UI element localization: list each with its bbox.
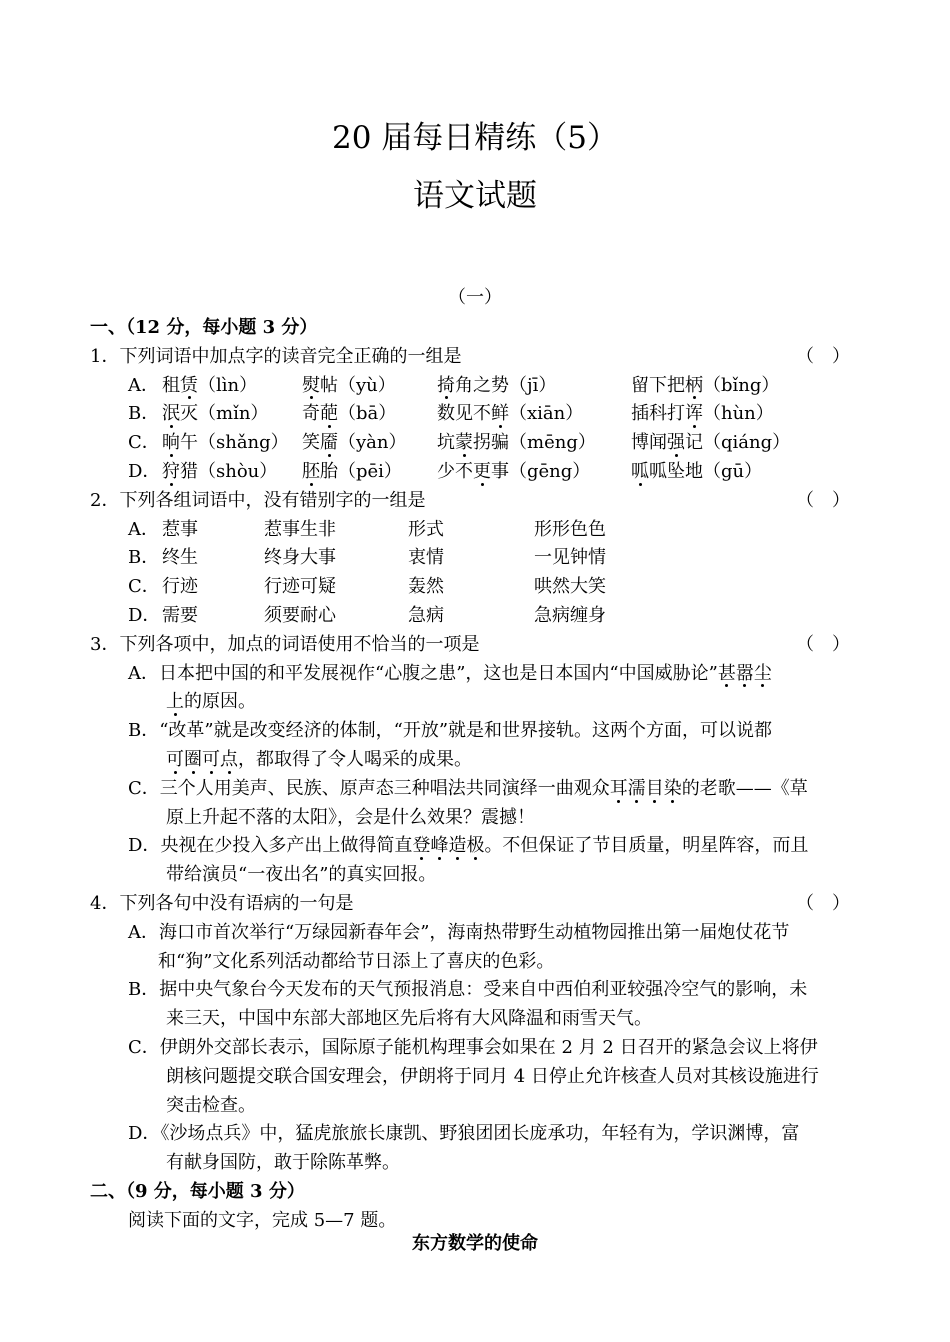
- option-text: 和“狗”文化系列活动都给节日添上了喜庆的色彩。: [158, 950, 555, 972]
- q4-option-a: [90, 919, 862, 948]
- dotted-phrase: [166, 749, 238, 770]
- q3-option-d-cont: [90, 861, 862, 890]
- q2-a-word1: 惹事: [162, 518, 198, 540]
- emphasis-char: 峰: [430, 832, 448, 861]
- q1-d-item2: 胚胎（pēi）: [302, 458, 402, 487]
- emphasis-char: 濡: [628, 775, 646, 804]
- q2-answer-bracket: （ ）: [796, 489, 850, 511]
- option-text: “改革”就是改变经济的体制，“开放”就是和世界接轨。这两个方面，可以说都: [159, 720, 773, 742]
- q3-option-a: [90, 660, 862, 689]
- part-heading: （一）: [448, 287, 502, 308]
- option-text: 海口市首次举行“万绿园新春年会”，海南热带野生动植物园推出第一届炮仗花节: [159, 921, 790, 943]
- q1-d-item4: 呱呱坠地（gū）: [631, 458, 762, 487]
- q3-option-b-cont: [90, 746, 862, 775]
- option-text: ，都取得了令人喝采的成果。: [238, 748, 472, 770]
- q2-b-word1: 终生: [162, 547, 198, 569]
- option-text: 突击检查。: [166, 1094, 256, 1116]
- option-text: 的老歌——《草: [681, 777, 808, 799]
- option-label: C．: [128, 777, 160, 799]
- q1-option-a: [90, 372, 862, 401]
- emphasis-char: 甚: [718, 660, 736, 689]
- q4-option-c-cont: [90, 1063, 862, 1092]
- option-text: 原上升起不落的太阳》，会是什么效果？震撼！: [166, 806, 535, 828]
- option-text: 《沙场点兵》中，猛虎旅旅长康凯、野狼团团长庞承功，年轻有为，学识渊博，富: [160, 1123, 800, 1145]
- emphasis-char: 可: [202, 746, 220, 775]
- option-text: 的原因。: [184, 691, 256, 713]
- option-label: D．: [128, 604, 161, 626]
- exam-subtitle: 语文试题: [413, 178, 537, 214]
- article-title: 东方数学的使命: [412, 1233, 538, 1254]
- q2-c-word1: 行迹: [162, 576, 198, 598]
- q1-c-item2: 笑靥（yàn）: [302, 429, 407, 458]
- q2-b-word2: 终身大事: [264, 547, 336, 569]
- option-text: 伊朗外交部长表示，国际原子能机构理事会如果在 2 月 2 日召开的紧急会议上将伊: [159, 1036, 818, 1058]
- q3-option-c: [90, 775, 862, 804]
- q2-stem: 2．下列各组词语中，没有错别字的一组是: [90, 489, 426, 511]
- q2-d-word1: 需要: [162, 604, 198, 626]
- q1-a-item1: 租赁（lìn）: [162, 372, 257, 401]
- option-text: 来三天，中国中东部大部地区先后将有大风降温和雨雪天气。: [166, 1008, 652, 1030]
- q2-option-a: [90, 516, 862, 545]
- q4-option-b-cont: [90, 1005, 862, 1034]
- option-text: 日本把中国的和平发展视作“心腹之患”，这也是日本国内“中国威胁论”: [159, 662, 718, 684]
- option-label: B．: [128, 720, 160, 742]
- option-label: A．: [128, 662, 159, 684]
- option-label: B．: [128, 547, 160, 569]
- dotted-phrase: [166, 691, 184, 712]
- q1-option-c: [90, 429, 862, 458]
- q2-b-word3: 衷情: [408, 547, 444, 569]
- q2-c-word4: 哄然大笑: [534, 576, 606, 598]
- q3-option-d: [90, 832, 862, 861]
- question-flow: [90, 314, 862, 1236]
- q3-option-a-cont: [90, 688, 862, 717]
- option-label: C．: [128, 576, 160, 598]
- q1-a-item3: 掎角之势（jī）: [437, 372, 556, 401]
- q2-c-word3: 轰然: [408, 576, 444, 598]
- q2-d-word4: 急病缠身: [534, 604, 606, 626]
- q1-c-item1: 晌午（shǎng）: [162, 429, 289, 458]
- dotted-phrase: [610, 778, 682, 799]
- q3-option-c-cont: [90, 804, 862, 833]
- q1-b-item1: 泯灭（mǐn）: [162, 400, 268, 429]
- q1-d-item1: 狩猎（shòu）: [162, 458, 277, 487]
- option-text: 有献身国防，敢于除陈革弊。: [166, 1152, 400, 1174]
- q1-stem: 1．下列词语中加点字的读音完全正确的一组是: [90, 345, 462, 367]
- emphasis-char: 染: [664, 775, 682, 804]
- section1-header: 一、（12 分，每小题 3 分）: [90, 317, 318, 338]
- option-label: C．: [128, 432, 160, 454]
- q3-stem: 3．下列各项中，加点的词语使用不恰当的一项是: [90, 633, 480, 655]
- q2-d-word3: 急病: [408, 604, 444, 626]
- reading-instruction: 阅读下面的文字，完成 5—7 题。: [128, 1209, 397, 1231]
- q2-stem-line: [90, 487, 862, 516]
- option-label: D．: [128, 835, 161, 857]
- option-text: 。不但保证了节目质量，明星阵容，而且: [484, 835, 809, 857]
- q1-c-item3: 坑蒙拐骗（mēng）: [437, 429, 596, 458]
- q1-a-item4: 留下把柄（bǐng）: [631, 372, 779, 401]
- option-text: 据中央气象台今天发布的天气预报消息：受来自中西伯利亚较强冷空气的影响，未: [159, 979, 808, 1001]
- q4-option-d: [90, 1120, 862, 1149]
- q1-a-item2: 熨帖（yù）: [302, 372, 396, 401]
- option-label: B．: [128, 403, 160, 425]
- q4-option-c: [90, 1034, 862, 1063]
- section2-header: 二、（9 分，每小题 3 分）: [90, 1180, 305, 1202]
- q1-option-b: [90, 400, 862, 429]
- emphasis-char: 上: [166, 688, 184, 717]
- dotted-phrase: [718, 663, 772, 684]
- option-text: 央视在少投入多产出上做得简直: [160, 835, 413, 857]
- q4-option-b: [90, 976, 862, 1005]
- q1-b-item2: 奇葩（bā）: [302, 400, 396, 429]
- q1-option-d: [90, 458, 862, 487]
- option-text: 三个人用美声、民族、原声态三种唱法共同演绎一曲观众: [159, 777, 610, 799]
- q4-option-d-cont: [90, 1149, 862, 1178]
- q3-answer-bracket: （ ）: [796, 633, 850, 655]
- q2-a-word4: 形形色色: [534, 518, 606, 540]
- q2-option-b: [90, 544, 862, 573]
- dotted-phrase: [412, 835, 484, 856]
- q3-option-b: [90, 717, 862, 746]
- q1-answer-bracket: （ ）: [796, 345, 850, 367]
- q2-option-c: [90, 573, 862, 602]
- emphasis-char: 登: [412, 832, 430, 861]
- q4-stem: 4．下列各句中没有语病的一句是: [90, 892, 354, 914]
- option-label: D．: [128, 460, 161, 482]
- option-text: 朗核问题提交联合国安理会，伊朗将于同月 4 日停止允许核查人员对其核设施进行: [166, 1065, 819, 1087]
- option-text: 带给演员“一夜出名”的真实回报。: [166, 864, 437, 886]
- q1-stem-line: [90, 343, 862, 372]
- q2-b-word4: 一见钟情: [534, 547, 606, 569]
- emphasis-char: 尘: [754, 660, 772, 689]
- q4-stem-line: [90, 890, 862, 919]
- q2-option-d: [90, 602, 862, 631]
- option-label: D．: [128, 1123, 161, 1145]
- q4-option-a-cont: [90, 948, 862, 977]
- emphasis-char: 极: [466, 832, 484, 861]
- emphasis-char: 点: [220, 746, 238, 775]
- q2-c-word2: 行迹可疑: [264, 576, 336, 598]
- emphasis-char: 嚣: [736, 660, 754, 689]
- exam-title: 20 届每日精练（5）: [331, 120, 619, 156]
- option-label: B．: [128, 979, 160, 1001]
- option-label: C．: [128, 1036, 160, 1058]
- q2-d-word2: 须要耐心: [264, 604, 336, 626]
- q1-b-item3: 数见不鲜（xiān）: [437, 400, 583, 429]
- option-label: A．: [128, 921, 159, 943]
- q1-c-item4: 博闻强记（qiáng）: [631, 429, 790, 458]
- emphasis-char: 耳: [610, 775, 628, 804]
- q1-b-item4: 插科打诨（hùn）: [631, 400, 774, 429]
- q4-option-c-cont2: [90, 1092, 862, 1121]
- q4-answer-bracket: （ ）: [796, 892, 850, 914]
- q2-a-word2: 惹事生非: [264, 518, 336, 540]
- emphasis-char: 目: [646, 775, 664, 804]
- q3-stem-line: [90, 631, 862, 660]
- emphasis-char: 造: [448, 832, 466, 861]
- q1-d-item3: 少不更事（gēng）: [437, 458, 590, 487]
- option-label: A．: [128, 374, 159, 396]
- emphasis-char: 可: [166, 746, 184, 775]
- q2-a-word3: 形式: [408, 518, 444, 540]
- option-label: A．: [128, 518, 159, 540]
- emphasis-char: 圈: [184, 746, 202, 775]
